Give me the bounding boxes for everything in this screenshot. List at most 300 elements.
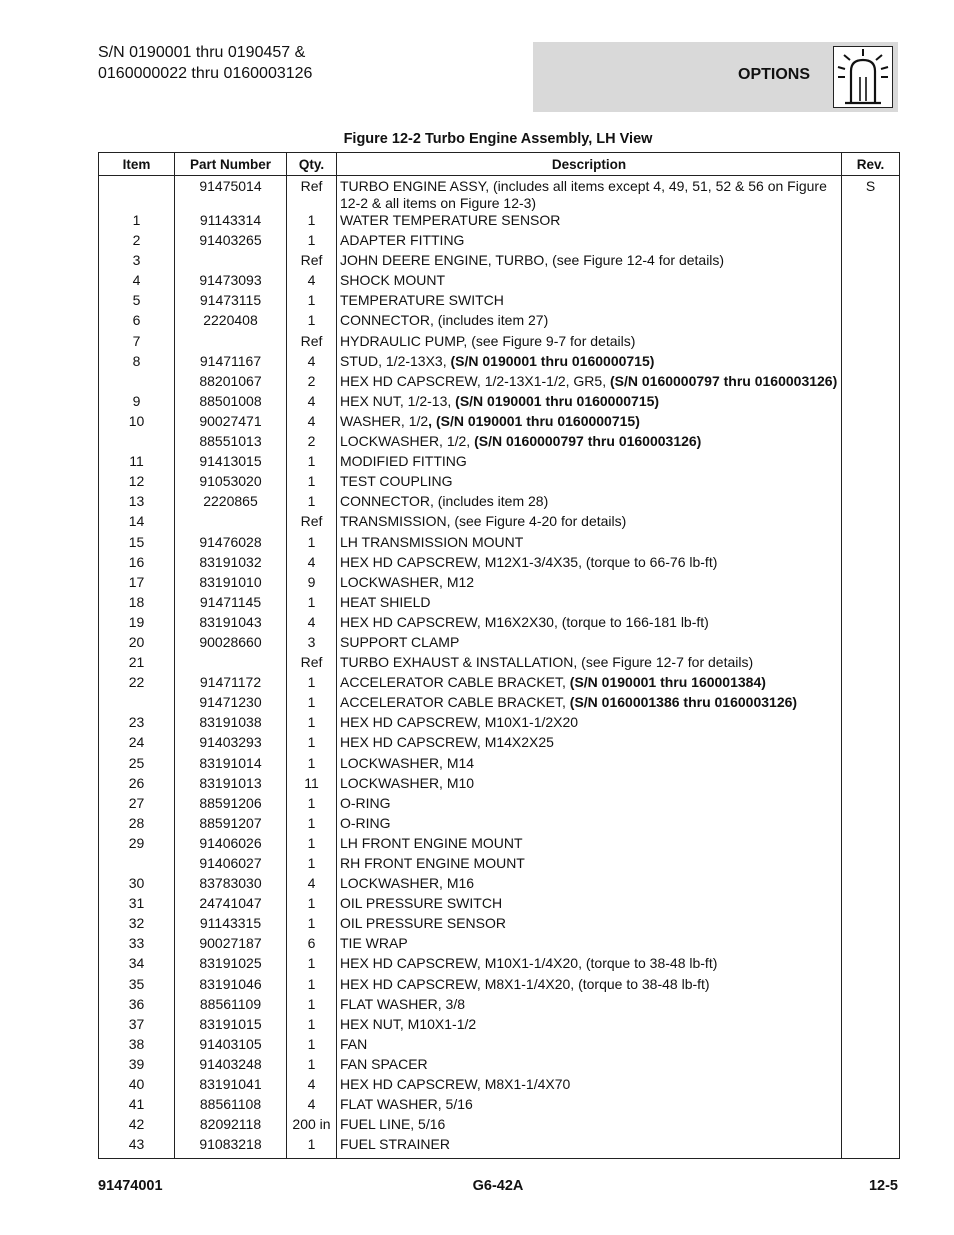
cell-qty: 4 <box>287 1096 337 1116</box>
cell-description <box>337 654 842 674</box>
cell-rev <box>842 554 900 574</box>
cell-part-number: 91413015 <box>175 453 287 473</box>
cell-rev <box>842 855 900 875</box>
table-row <box>99 1096 900 1116</box>
cell-item: 10 <box>99 413 175 433</box>
description-serial-note: (S/N 0190001 thru 0160000715) <box>455 392 660 409</box>
cell-qty: 1 <box>287 493 337 513</box>
table-row <box>99 534 900 554</box>
cell-item: 16 <box>99 554 175 574</box>
cell-description <box>337 1116 842 1136</box>
description-serial-note: (S/N 0160000797 thru 0160003126) <box>474 433 702 450</box>
cell-rev <box>842 312 900 332</box>
cell-rev <box>842 232 900 252</box>
cell-part-number: 83191025 <box>175 955 287 975</box>
cell-item: 13 <box>99 493 175 513</box>
cell-qty: 1 <box>287 212 337 232</box>
options-lamp-icon <box>833 46 893 108</box>
description-text: TIE WRAP <box>340 935 408 952</box>
cell-item: 39 <box>99 1056 175 1076</box>
description-text: STUD, 1/2-13X3, <box>340 352 451 369</box>
cell-qty: 1 <box>287 795 337 815</box>
cell-qty: 1 <box>287 674 337 694</box>
cell-rev <box>842 775 900 795</box>
cell-part-number: 91475014 <box>175 176 287 213</box>
table-row <box>99 176 900 213</box>
footer-page-number: 12-5 <box>868 1178 898 1194</box>
description-serial-note: (S/N 0190001 thru 160001384) <box>569 674 766 691</box>
cell-rev <box>842 734 900 754</box>
cell-qty: 4 <box>287 614 337 634</box>
cell-qty: 1 <box>287 232 337 252</box>
cell-item: 32 <box>99 915 175 935</box>
table-row <box>99 1036 900 1056</box>
column-header-part-number: Part Number <box>175 153 287 176</box>
cell-qty: 1 <box>287 734 337 754</box>
cell-description <box>337 353 842 373</box>
cell-item: 11 <box>99 453 175 473</box>
section-header <box>533 42 898 112</box>
cell-part-number: 91403105 <box>175 1036 287 1056</box>
description-text: HEX HD CAPSCREW, 1/2-13X1-1/2, GR5, <box>340 372 610 389</box>
cell-part-number: 90027187 <box>175 935 287 955</box>
table-row <box>99 775 900 795</box>
cell-rev <box>842 574 900 594</box>
description-text: TURBO ENGINE ASSY, (includes all items except 4, 49, 51, 52 & 56 on Figure 12-2 & all items on Figure 12-3) <box>340 178 827 211</box>
table-row <box>99 855 900 875</box>
cell-part-number: 88591206 <box>175 795 287 815</box>
description-text: HYDRAULIC PUMP, (see Figure 9-7 for details) <box>340 332 636 349</box>
cell-description <box>337 252 842 272</box>
description-text: LH FRONT ENGINE MOUNT <box>340 834 523 851</box>
description-text: SUPPORT CLAMP <box>340 633 460 650</box>
cell-part-number: 91053020 <box>175 473 287 493</box>
cell-rev <box>842 473 900 493</box>
cell-item: 34 <box>99 955 175 975</box>
footer-model: G6-42A <box>472 1178 524 1194</box>
description-text: CONNECTOR, (includes item 28) <box>340 493 549 510</box>
description-text: ADAPTER FITTING <box>340 232 465 249</box>
cell-rev <box>842 493 900 513</box>
cell-part-number <box>175 252 287 272</box>
cell-qty: Ref <box>287 333 337 353</box>
cell-item: 42 <box>99 1116 175 1136</box>
description-text: WATER TEMPERATURE SENSOR <box>340 212 561 228</box>
cell-description <box>337 996 842 1016</box>
cell-item: 5 <box>99 292 175 312</box>
cell-description <box>337 714 842 734</box>
table-row <box>99 755 900 775</box>
cell-part-number: 91473115 <box>175 292 287 312</box>
cell-qty: 1 <box>287 312 337 332</box>
cell-item: 14 <box>99 513 175 533</box>
cell-description <box>337 775 842 795</box>
cell-part-number: 82092118 <box>175 1116 287 1136</box>
table-row <box>99 654 900 674</box>
cell-part-number: 83191041 <box>175 1076 287 1096</box>
cell-qty: 6 <box>287 935 337 955</box>
cell-part-number: 91471167 <box>175 353 287 373</box>
cell-part-number: 88561108 <box>175 1096 287 1116</box>
cell-qty: Ref <box>287 654 337 674</box>
footer-doc-number: 91474001 <box>98 1178 163 1194</box>
cell-item: 40 <box>99 1076 175 1096</box>
cell-description <box>337 473 842 493</box>
cell-rev <box>842 674 900 694</box>
description-text: FUEL STRAINER <box>340 1136 450 1153</box>
cell-part-number: 91403293 <box>175 734 287 754</box>
cell-part-number: 88201067 <box>175 373 287 393</box>
cell-rev <box>842 433 900 453</box>
cell-rev <box>842 755 900 775</box>
table-row <box>99 714 900 734</box>
cell-part-number: 91143314 <box>175 212 287 232</box>
cell-item: 19 <box>99 614 175 634</box>
cell-description <box>337 694 842 714</box>
cell-description <box>337 534 842 554</box>
column-header-qty: Qty. <box>287 153 337 176</box>
description-text: FAN SPACER <box>340 1055 428 1072</box>
parts-table-body <box>99 176 900 1159</box>
cell-item: 24 <box>99 734 175 754</box>
description-text: FLAT WASHER, 3/8 <box>340 995 465 1012</box>
table-row <box>99 493 900 513</box>
cell-part-number <box>175 654 287 674</box>
cell-qty: 1 <box>287 996 337 1016</box>
cell-description <box>337 976 842 996</box>
table-row <box>99 373 900 393</box>
cell-part-number: 88591207 <box>175 815 287 835</box>
cell-description <box>337 1056 842 1076</box>
table-row <box>99 453 900 473</box>
description-text: TURBO EXHAUST & INSTALLATION, (see Figure 12-7 for details) <box>340 654 754 671</box>
description-text: HEX HD CAPSCREW, M8X1-1/4X70 <box>340 1076 571 1093</box>
cell-part-number: 91406026 <box>175 835 287 855</box>
cell-description <box>337 594 842 614</box>
cell-qty: 1 <box>287 1016 337 1036</box>
table-row <box>99 212 900 232</box>
cell-part-number: 88561109 <box>175 996 287 1016</box>
table-row <box>99 1056 900 1076</box>
cell-part-number: 83191013 <box>175 775 287 795</box>
cell-item: 36 <box>99 996 175 1016</box>
cell-rev <box>842 1076 900 1096</box>
cell-rev <box>842 714 900 734</box>
cell-description <box>337 634 842 654</box>
cell-rev <box>842 513 900 533</box>
parts-table <box>98 152 900 1159</box>
cell-rev <box>842 353 900 373</box>
cell-qty: 3 <box>287 634 337 654</box>
cell-rev <box>842 212 900 232</box>
description-text: LOCKWASHER, M10 <box>340 774 475 791</box>
cell-rev <box>842 393 900 413</box>
cell-rev <box>842 895 900 915</box>
cell-description <box>337 453 842 473</box>
cell-item: 26 <box>99 775 175 795</box>
cell-rev <box>842 1096 900 1116</box>
cell-item: 15 <box>99 534 175 554</box>
cell-qty: 11 <box>287 775 337 795</box>
description-text: TEMPERATURE SWITCH <box>340 292 504 309</box>
cell-part-number: 83191014 <box>175 755 287 775</box>
cell-part-number: 91403265 <box>175 232 287 252</box>
description-text: TRANSMISSION, (see Figure 4-20 for details) <box>340 513 627 530</box>
cell-rev <box>842 835 900 855</box>
cell-rev <box>842 935 900 955</box>
cell-qty: 1 <box>287 895 337 915</box>
cell-rev <box>842 413 900 433</box>
cell-qty: 1 <box>287 694 337 714</box>
cell-part-number: 24741047 <box>175 895 287 915</box>
cell-part-number: 91083218 <box>175 1136 287 1159</box>
serial-line-2: 0160000022 thru 0160003126 <box>98 65 313 82</box>
cell-description <box>337 1096 842 1116</box>
cell-part-number: 90027471 <box>175 413 287 433</box>
cell-rev <box>842 654 900 674</box>
cell-item: 22 <box>99 674 175 694</box>
table-row <box>99 614 900 634</box>
cell-rev <box>842 1136 900 1159</box>
cell-rev <box>842 333 900 353</box>
table-row <box>99 413 900 433</box>
description-text: FLAT WASHER, 5/16 <box>340 1096 473 1113</box>
table-row <box>99 815 900 835</box>
cell-description <box>337 212 842 232</box>
cell-qty: 1 <box>287 976 337 996</box>
cell-part-number: 2220408 <box>175 312 287 332</box>
cell-rev <box>842 996 900 1016</box>
description-text: O-RING <box>340 794 391 811</box>
cell-description <box>337 176 842 213</box>
cell-part-number: 83191010 <box>175 574 287 594</box>
cell-item: 38 <box>99 1036 175 1056</box>
table-row <box>99 513 900 533</box>
cell-rev <box>842 976 900 996</box>
cell-part-number <box>175 333 287 353</box>
cell-description <box>337 1076 842 1096</box>
table-row <box>99 594 900 614</box>
cell-description <box>337 1136 842 1159</box>
cell-part-number: 91406027 <box>175 855 287 875</box>
cell-part-number: 83191046 <box>175 976 287 996</box>
cell-qty: 1 <box>287 755 337 775</box>
cell-description <box>337 915 842 935</box>
table-row <box>99 252 900 272</box>
description-text: OIL PRESSURE SENSOR <box>340 915 506 932</box>
cell-rev <box>842 272 900 292</box>
cell-description <box>337 333 842 353</box>
cell-qty: Ref <box>287 176 337 213</box>
description-text: OIL PRESSURE SWITCH <box>340 895 503 912</box>
cell-part-number: 90028660 <box>175 634 287 654</box>
cell-rev <box>842 795 900 815</box>
cell-qty: 4 <box>287 1076 337 1096</box>
table-row <box>99 232 900 252</box>
description-text: ACCELERATOR CABLE BRACKET, <box>340 694 570 711</box>
cell-qty: 1 <box>287 473 337 493</box>
table-row <box>99 835 900 855</box>
cell-description <box>337 312 842 332</box>
cell-item <box>99 855 175 875</box>
cell-item: 25 <box>99 755 175 775</box>
description-text: FUEL LINE, 5/16 <box>340 1116 446 1133</box>
cell-description <box>337 955 842 975</box>
description-serial-note: (S/N 0160001386 thru 0160003126) <box>569 694 798 711</box>
table-row <box>99 694 900 714</box>
cell-qty: 2 <box>287 433 337 453</box>
cell-part-number: 91471145 <box>175 594 287 614</box>
description-text: JOHN DEERE ENGINE, TURBO, (see Figure 12-4 for details) <box>340 252 725 269</box>
cell-rev <box>842 614 900 634</box>
description-text: MODIFIED FITTING <box>340 453 467 470</box>
cell-description <box>337 795 842 815</box>
cell-item: 35 <box>99 976 175 996</box>
table-row <box>99 353 900 373</box>
cell-qty: 1 <box>287 1136 337 1159</box>
cell-description <box>337 755 842 775</box>
description-text: HEX HD CAPSCREW, M12X1-3/4X35, (torque to 66-76 lb-ft) <box>340 553 718 570</box>
description-text: SHOCK MOUNT <box>340 272 445 289</box>
cell-item: 41 <box>99 1096 175 1116</box>
cell-qty: 1 <box>287 453 337 473</box>
cell-description <box>337 493 842 513</box>
cell-part-number: 88551013 <box>175 433 287 453</box>
cell-qty: 4 <box>287 875 337 895</box>
cell-item: 37 <box>99 1016 175 1036</box>
cell-part-number: 83191043 <box>175 614 287 634</box>
cell-part-number: 2220865 <box>175 493 287 513</box>
cell-qty: 4 <box>287 272 337 292</box>
table-row <box>99 955 900 975</box>
column-header-rev: Rev. <box>842 153 900 176</box>
cell-description <box>337 835 842 855</box>
table-row <box>99 312 900 332</box>
cell-qty: 200 in <box>287 1116 337 1136</box>
description-text: TEST COUPLING <box>340 473 453 490</box>
cell-qty: Ref <box>287 252 337 272</box>
cell-item: 28 <box>99 815 175 835</box>
description-text: LH TRANSMISSION MOUNT <box>340 533 524 550</box>
description-text: WASHER, 1/2 <box>340 412 429 429</box>
serial-line-1: S/N 0190001 thru 0190457 & <box>98 44 306 61</box>
cell-part-number: 91473093 <box>175 272 287 292</box>
cell-part-number: 91403248 <box>175 1056 287 1076</box>
column-header-item: Item <box>99 153 175 176</box>
cell-item: 1 <box>99 212 175 232</box>
description-text: LOCKWASHER, 1/2, <box>340 433 475 450</box>
table-row <box>99 734 900 754</box>
description-text: HEX HD CAPSCREW, M10X1-1/2X20 <box>340 714 579 731</box>
cell-rev <box>842 534 900 554</box>
description-text: HEAT SHIELD <box>340 593 431 610</box>
cell-qty: 1 <box>287 835 337 855</box>
cell-rev <box>842 875 900 895</box>
cell-description <box>337 855 842 875</box>
cell-item: 4 <box>99 272 175 292</box>
cell-description <box>337 292 842 312</box>
cell-item: 12 <box>99 473 175 493</box>
cell-rev <box>842 694 900 714</box>
cell-part-number: 83191038 <box>175 714 287 734</box>
cell-part-number: 91476028 <box>175 534 287 554</box>
cell-description <box>337 433 842 453</box>
description-text: LOCKWASHER, M14 <box>340 754 475 771</box>
table-row <box>99 554 900 574</box>
description-text: LOCKWASHER, M16 <box>340 875 475 892</box>
cell-part-number: 83783030 <box>175 875 287 895</box>
figure-title: Figure 12-2 Turbo Engine Assembly, LH View <box>343 131 653 147</box>
cell-description <box>337 574 842 594</box>
cell-qty: 1 <box>287 534 337 554</box>
cell-part-number: 91471172 <box>175 674 287 694</box>
cell-description <box>337 554 842 574</box>
cell-description <box>337 272 842 292</box>
cell-item: 20 <box>99 634 175 654</box>
cell-item: 9 <box>99 393 175 413</box>
cell-part-number: 83191015 <box>175 1016 287 1036</box>
table-row <box>99 634 900 654</box>
cell-item: 7 <box>99 333 175 353</box>
description-text: HEX HD CAPSCREW, M10X1-1/4X20, (torque to 38-48 lb-ft) <box>340 955 718 972</box>
description-text: HEX NUT, M10X1-1/2 <box>340 1015 477 1032</box>
cell-qty: 1 <box>287 1036 337 1056</box>
table-header-row <box>99 153 900 176</box>
cell-qty: 2 <box>287 373 337 393</box>
cell-rev: S <box>842 176 900 213</box>
cell-item <box>99 373 175 393</box>
section-title: OPTIONS <box>738 66 811 83</box>
cell-description <box>337 373 842 393</box>
cell-item: 2 <box>99 232 175 252</box>
cell-qty: 4 <box>287 554 337 574</box>
cell-rev <box>842 252 900 272</box>
cell-rev <box>842 594 900 614</box>
cell-item: 33 <box>99 935 175 955</box>
description-text: HEX NUT, 1/2-13, <box>340 392 456 409</box>
cell-rev <box>842 1016 900 1036</box>
table-row <box>99 996 900 1016</box>
cell-item: 29 <box>99 835 175 855</box>
cell-item: 43 <box>99 1136 175 1159</box>
cell-part-number: 83191032 <box>175 554 287 574</box>
cell-description <box>337 393 842 413</box>
description-serial-note: (S/N 0160000797 thru 0160003126) <box>609 372 838 389</box>
description-text: ACCELERATOR CABLE BRACKET, <box>340 674 570 691</box>
description-serial-note: , (S/N 0190001 thru 0160000715) <box>428 412 640 429</box>
cell-item: 30 <box>99 875 175 895</box>
cell-description <box>337 875 842 895</box>
table-row <box>99 895 900 915</box>
cell-item: 3 <box>99 252 175 272</box>
cell-description <box>337 674 842 694</box>
description-text: HEX HD CAPSCREW, M14X2X25 <box>340 734 554 751</box>
cell-qty: 1 <box>287 855 337 875</box>
cell-qty: 1 <box>287 915 337 935</box>
cell-description <box>337 935 842 955</box>
description-text: CONNECTOR, (includes item 27) <box>340 312 549 329</box>
table-row <box>99 674 900 694</box>
table-row <box>99 1116 900 1136</box>
cell-qty: 4 <box>287 393 337 413</box>
cell-description <box>337 734 842 754</box>
cell-item <box>99 694 175 714</box>
column-header-description: Description <box>337 153 842 176</box>
cell-item: 8 <box>99 353 175 373</box>
cell-rev <box>842 915 900 935</box>
cell-qty: 4 <box>287 413 337 433</box>
cell-qty: 1 <box>287 1056 337 1076</box>
